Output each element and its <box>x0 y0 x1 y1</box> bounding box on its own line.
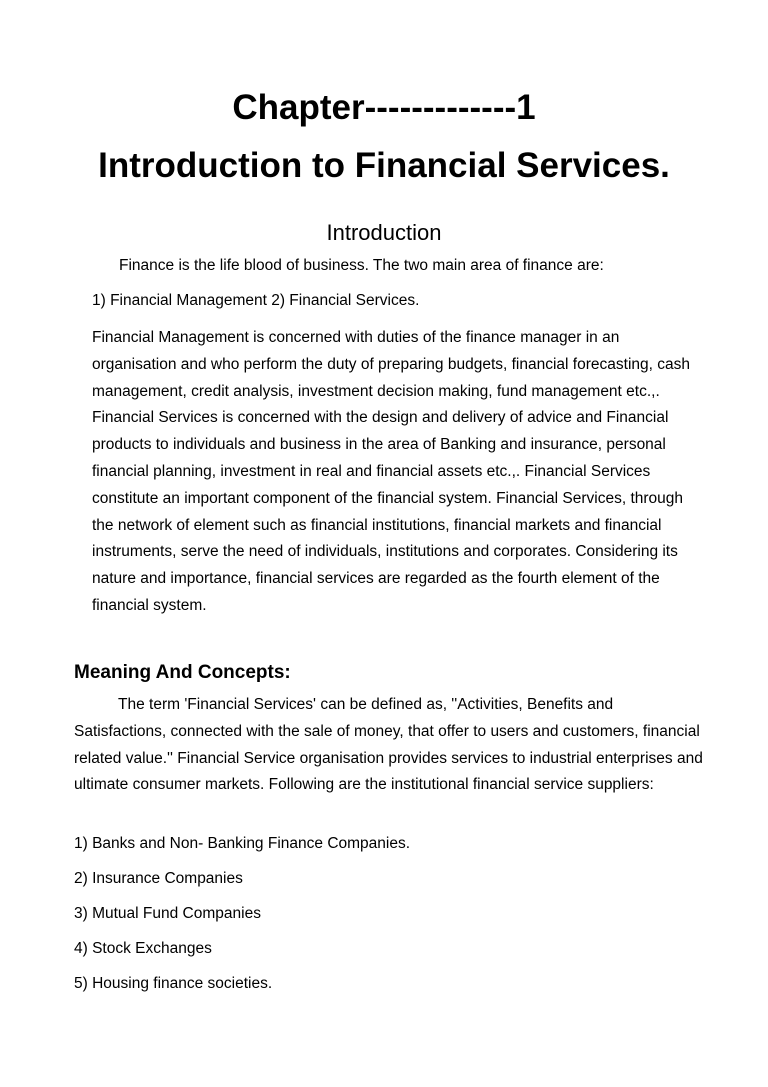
areas-line: 1) Financial Management 2) Financial Services. <box>92 292 420 309</box>
main-title: Introduction to Financial Services. <box>98 146 670 185</box>
introduction-heading-wrap <box>0 219 768 247</box>
suppliers-list <box>74 833 410 1008</box>
list-item: 3) Mutual Fund Companies <box>74 905 261 922</box>
list-item: 1) Banks and Non- Banking Finance Companies. <box>74 835 411 852</box>
chapter-title: Chapter-------------1 <box>232 88 536 127</box>
list-item: 4) Stock Exchanges <box>74 940 212 957</box>
list-item: 2) Insurance Companies <box>74 870 243 887</box>
introduction-heading: Introduction <box>326 220 442 245</box>
meaning-heading: Meaning And Concepts: <box>74 662 291 683</box>
list-item: 5) Housing finance societies. <box>74 975 273 992</box>
intro-paragraph: Financial Management is concerned with duties of the finance manager in an organisation and who perform the duty of preparing budgets, financial forecasting, cash management, credit analysis, investment decision making, fund management etc.,. Financial Services is concerned with the design and delivery of advice and Financial products to individuals and business in the area of Banking and insurance, personal financial planning, investment in real and financial assets etc.,. Financial Services constitute an important component of the financial system. Financial Services, through the network of element such as financial institutions, financial markets and financial instruments, serve the need of individuals, institutions and corporates. Considering its nature and importance, financial services are regarded as the fourth element of the financial system. <box>92 329 690 614</box>
meaning-paragraph: The term 'Financial Services' can be defined as, ''Activities, Benefits and Satisfactions, connected with the sale of money, that offer to users and customers, financial related value.'' Financial Service organisation provides services to industrial enterprises and ultimate consumer markets. Following are the institutional financial service suppliers: <box>74 696 703 794</box>
intro-line: Finance is the life blood of business. The two main area of finance are: <box>119 257 604 274</box>
